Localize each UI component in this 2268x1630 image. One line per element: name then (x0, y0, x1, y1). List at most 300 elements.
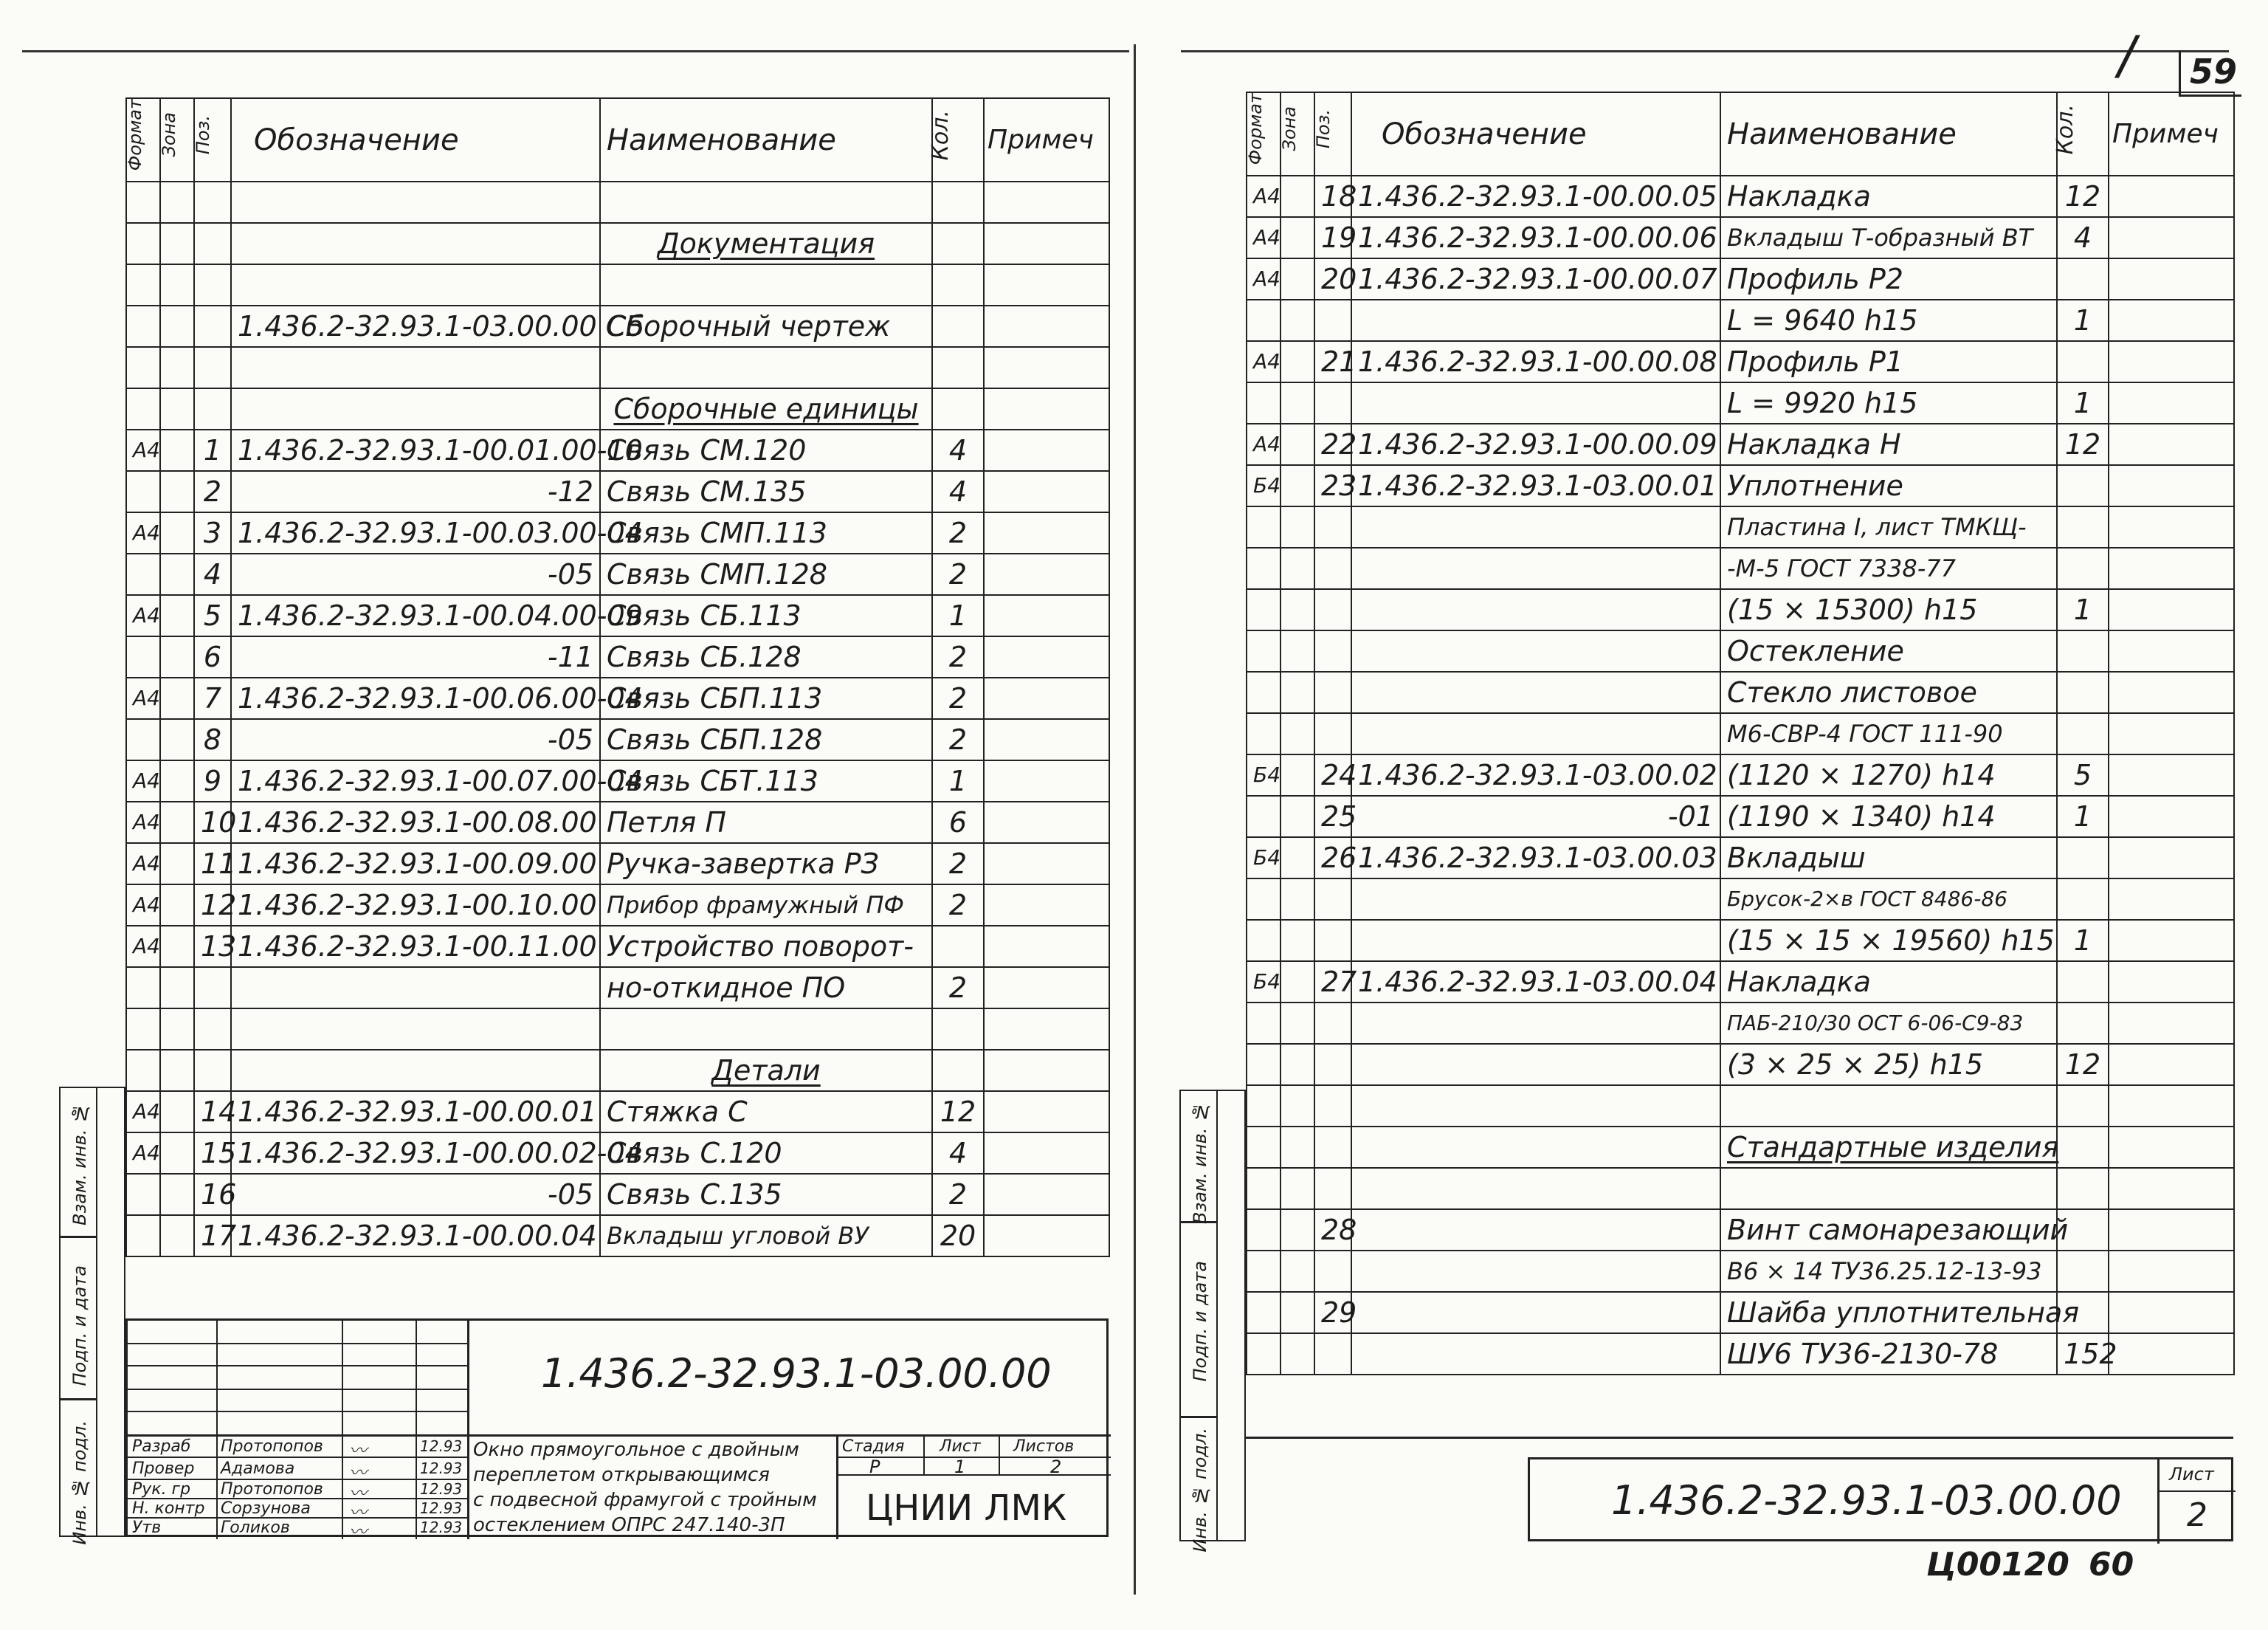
right-qty-cell: 1 (2057, 300, 2109, 341)
left-row (126, 388, 1109, 430)
left-note-cell (984, 1215, 1109, 1256)
left-note-cell (984, 1174, 1109, 1215)
right-row (1247, 1044, 2234, 1085)
right-format-cell (1247, 300, 1281, 341)
right-qty-cell (2057, 837, 2109, 878)
right-name-cell: Остекление (1720, 630, 2057, 672)
right-format-cell: Б4 (1247, 961, 1281, 1003)
right-designation-cell: -01 (1351, 796, 1720, 837)
left-note-cell (984, 430, 1109, 471)
left-header-pos: Поз. (194, 98, 231, 182)
right-format-cell (1247, 1251, 1281, 1292)
right-designation-cell (1351, 506, 1720, 548)
right-note-cell (2109, 1251, 2234, 1292)
left-note-cell (984, 678, 1109, 719)
right-designation-cell: 1.436.2-32.93.1-00.00.06 (1351, 217, 1720, 258)
right-designation-cell (1351, 1209, 1720, 1251)
left-zone-cell (160, 430, 194, 471)
left-title-block (125, 1318, 1109, 1542)
right-pos-cell (1314, 1003, 1351, 1044)
left-designation-cell (231, 264, 600, 306)
right-format-cell (1247, 672, 1281, 713)
right-name-cell: L = 9920 h15 (1720, 382, 2057, 424)
left-note-cell (984, 264, 1109, 306)
right-note-cell (2109, 1003, 2234, 1044)
right-name-cell: (1120 × 1270) h14 (1720, 754, 2057, 796)
right-name-cell: Вкладыш Т-образный ВТ (1720, 217, 2057, 258)
left-designation-cell: -12 (231, 471, 600, 512)
left-sheets: 2 (1050, 1457, 1062, 1477)
right-name-cell: Стекло листовое (1720, 672, 2057, 713)
left-format-cell (126, 1008, 160, 1050)
right-row (1247, 382, 2234, 424)
left-qty-cell (932, 1050, 984, 1091)
left-qty-cell: 4 (932, 471, 984, 512)
right-name-cell: В6 × 14 ТУ36.25.12-13-93 (1720, 1251, 2057, 1292)
left-note-cell (984, 1132, 1109, 1174)
right-name-cell: М6-СВР-4 ГОСТ 111-90 (1720, 713, 2057, 754)
right-pos-cell (1314, 1251, 1351, 1292)
right-format-cell (1247, 382, 1281, 424)
left-name-cell: Связь СБ.113 (600, 595, 932, 636)
left-zone-cell (160, 554, 194, 595)
right-zone-cell (1281, 837, 1314, 878)
left-row (126, 760, 1109, 802)
right-qty-cell (2057, 672, 2109, 713)
left-header-qty: Кол. (932, 98, 984, 182)
right-row (1247, 754, 2234, 796)
left-side-stamp (59, 1087, 97, 1545)
right-designation-cell (1351, 713, 1720, 754)
right-row (1247, 630, 2234, 672)
right-note-cell (2109, 341, 2234, 382)
right-note-cell (2109, 754, 2234, 796)
left-name-cell: Связь С.135 (600, 1174, 932, 1215)
top-rule-left (22, 50, 1129, 52)
right-zone-cell (1281, 1251, 1314, 1292)
left-designation-cell: -05 (231, 1174, 600, 1215)
left-signature-5: 〰 (349, 1521, 367, 1542)
right-qty-cell: 1 (2057, 589, 2109, 630)
right-pos-cell (1314, 920, 1351, 961)
right-zone-cell (1281, 548, 1314, 589)
right-qty-cell (2057, 713, 2109, 754)
left-qty-cell (932, 223, 984, 264)
right-note-cell (2109, 1127, 2234, 1168)
right-pos-cell: 24 (1314, 754, 1351, 796)
left-desc-1: Окно прямоугольное с двойным (473, 1439, 799, 1461)
left-row (126, 1050, 1109, 1091)
right-note-cell (2109, 878, 2234, 920)
right-zone-cell (1281, 1168, 1314, 1209)
right-note-cell (2109, 217, 2234, 258)
right-pos-cell: 29 (1314, 1292, 1351, 1333)
left-pos-cell (194, 264, 231, 306)
right-designation-cell (1351, 589, 1720, 630)
left-note-cell (984, 554, 1109, 595)
left-desc-3: с подвесной фрамугой с тройным (473, 1489, 817, 1511)
right-row (1247, 1251, 2234, 1292)
left-format-cell: А4 (126, 430, 160, 471)
left-name-cell: Связь СМ.135 (600, 471, 932, 512)
left-note-cell (984, 636, 1109, 678)
right-designation-cell (1351, 630, 1720, 672)
left-format-cell: А4 (126, 1132, 160, 1174)
left-zone-cell (160, 719, 194, 760)
right-name-cell: L = 9640 h15 (1720, 300, 2057, 341)
right-note-cell (2109, 920, 2234, 961)
left-name-cell: Детали (600, 1050, 932, 1091)
left-name-cell: Связь СБП.128 (600, 719, 932, 760)
right-header-note: Примеч (2109, 92, 2234, 176)
right-designation-cell (1351, 1085, 1720, 1127)
right-row (1247, 713, 2234, 754)
left-name-cell (600, 182, 932, 223)
left-zone-cell (160, 802, 194, 843)
left-format-cell: А4 (126, 843, 160, 884)
right-pos-cell: 26 (1314, 837, 1351, 878)
right-row (1247, 961, 2234, 1003)
right-pos-cell: 21 (1314, 341, 1351, 382)
left-date-4: 12.93 (420, 1499, 463, 1517)
right-qty-cell (2057, 878, 2109, 920)
right-format-cell: А4 (1247, 424, 1281, 465)
left-zone-cell (160, 223, 194, 264)
right-note-cell (2109, 1292, 2234, 1333)
right-header-name: Наименование (1720, 92, 2057, 176)
left-side-stamp-1: Взам. инв. № (69, 1103, 90, 1225)
left-designation-cell: 1.436.2-32.93.1-00.07.00-04 (231, 760, 600, 802)
left-name-cell: Устройство поворот- (600, 926, 932, 967)
right-qty-cell: 1 (2057, 920, 2109, 961)
right-designation-cell: 1.436.2-32.93.1-03.00.03 (1351, 837, 1720, 878)
right-note-cell (2109, 1085, 2234, 1127)
right-note-cell (2109, 672, 2234, 713)
right-zone-cell (1281, 589, 1314, 630)
left-pos-cell (194, 1008, 231, 1050)
right-format-cell (1247, 506, 1281, 548)
right-pos-cell (1314, 713, 1351, 754)
left-pos-cell: 2 (194, 471, 231, 512)
left-format-cell (126, 636, 160, 678)
left-designation-cell: 1.436.2-32.93.1-00.08.00 (231, 802, 600, 843)
left-row (126, 471, 1109, 512)
right-designation-cell: 1.436.2-32.93.1-00.00.07 (1351, 258, 1720, 300)
right-pos-cell: 20 (1314, 258, 1351, 300)
top-mark: / (2118, 25, 2136, 86)
right-pos-cell: 23 (1314, 465, 1351, 506)
left-row (126, 182, 1109, 223)
left-format-cell (126, 1215, 160, 1256)
right-name-cell: Брусок-2×в ГОСТ 8486-86 (1720, 878, 2057, 920)
right-format-cell (1247, 630, 1281, 672)
right-zone-cell (1281, 382, 1314, 424)
left-qty-cell (932, 388, 984, 430)
left-pos-cell: 9 (194, 760, 231, 802)
left-pos-cell: 17 (194, 1215, 231, 1256)
left-header-designation: Обозначение (231, 98, 600, 182)
right-format-cell: А4 (1247, 176, 1281, 217)
left-name-cell (600, 1008, 932, 1050)
left-qty-cell: 2 (932, 967, 984, 1008)
left-designation-cell (231, 223, 600, 264)
left-qty-cell: 1 (932, 595, 984, 636)
left-note-cell (984, 719, 1109, 760)
left-row (126, 926, 1109, 967)
left-zone-cell (160, 884, 194, 926)
left-note-cell (984, 802, 1109, 843)
right-zone-cell (1281, 1209, 1314, 1251)
left-row (126, 1091, 1109, 1132)
right-designation-cell (1351, 1251, 1720, 1292)
right-row (1247, 589, 2234, 630)
left-name-cell: Связь СМП.113 (600, 512, 932, 554)
left-note-cell (984, 760, 1109, 802)
right-side-stamp-3: Инв. № подл. (1190, 1428, 1210, 1552)
right-designation-cell (1351, 300, 1720, 341)
left-header-note: Примеч (984, 98, 1109, 182)
right-pos-cell: 27 (1314, 961, 1351, 1003)
right-designation-cell (1351, 1333, 1720, 1375)
left-designation-cell: 1.436.2-32.93.1-00.03.00-04 (231, 512, 600, 554)
right-qty-cell: 5 (2057, 754, 2109, 796)
left-qty-cell: 2 (932, 884, 984, 926)
left-pos-cell (194, 347, 231, 388)
left-designation-cell: -11 (231, 636, 600, 678)
right-format-cell (1247, 713, 1281, 754)
left-note-cell (984, 1091, 1109, 1132)
left-pos-cell: 8 (194, 719, 231, 760)
right-qty-cell (2057, 341, 2109, 382)
left-pos-cell: 6 (194, 636, 231, 678)
left-zone-cell (160, 1008, 194, 1050)
left-sheet-label: Лист (940, 1437, 981, 1456)
left-header-row (126, 98, 1109, 182)
right-designation-cell (1351, 920, 1720, 961)
right-name-cell: Стандартные изделия (1720, 1127, 2057, 1168)
left-note-cell (984, 347, 1109, 388)
left-desc-4: остеклением ОПРС 247.140-3П (473, 1514, 785, 1536)
right-format-cell (1247, 1085, 1281, 1127)
top-rule-right (1181, 50, 2229, 52)
left-zone-cell (160, 347, 194, 388)
right-qty-cell: 12 (2057, 176, 2109, 217)
right-name-cell: -М-5 ГОСТ 7338-77 (1720, 548, 2057, 589)
right-note-cell (2109, 837, 2234, 878)
left-zone-cell (160, 1132, 194, 1174)
left-name-cell (600, 264, 932, 306)
right-designation-cell: 1.436.2-32.93.1-03.00.02 (1351, 754, 1720, 796)
right-note-cell (2109, 176, 2234, 217)
right-designation-cell (1351, 1292, 1720, 1333)
right-qty-cell: 152 (2057, 1333, 2109, 1375)
left-designation-cell (231, 182, 600, 223)
right-pos-cell (1314, 1127, 1351, 1168)
right-format-cell: А4 (1247, 341, 1281, 382)
right-name-cell (1720, 1168, 2057, 1209)
right-format-cell (1247, 878, 1281, 920)
right-format-cell (1247, 1209, 1281, 1251)
left-row (126, 347, 1109, 388)
right-designation-cell (1351, 382, 1720, 424)
right-row (1247, 920, 2234, 961)
left-pos-cell: 4 (194, 554, 231, 595)
left-stage-label: Стадия (842, 1437, 905, 1456)
left-designation-cell: 1.436.2-32.93.1-00.04.00-09 (231, 595, 600, 636)
right-pos-cell (1314, 630, 1351, 672)
left-spec-table (125, 97, 1110, 1257)
left-name-cell: Связь СБП.113 (600, 678, 932, 719)
left-note-cell (984, 884, 1109, 926)
right-note-cell (2109, 506, 2234, 548)
left-row (126, 719, 1109, 760)
right-name-cell: (1190 × 1340) h14 (1720, 796, 2057, 837)
right-note-cell (2109, 796, 2234, 837)
right-name-cell: Винт самонарезающий (1720, 1209, 2057, 1251)
left-note-cell (984, 1050, 1109, 1091)
right-pos-cell: 22 (1314, 424, 1351, 465)
right-qty-cell (2057, 465, 2109, 506)
right-format-cell: Б4 (1247, 754, 1281, 796)
sheet-number: 59 (2190, 52, 2238, 92)
left-format-cell (126, 967, 160, 1008)
right-format-cell (1247, 1292, 1281, 1333)
left-stage: Р (869, 1457, 880, 1477)
right-header-row (1247, 92, 2234, 176)
left-qty-cell: 2 (932, 636, 984, 678)
right-qty-cell (2057, 1085, 2109, 1127)
right-row (1247, 1127, 2234, 1168)
sheet-number-box (2179, 50, 2241, 97)
right-qty-cell (2057, 1127, 2109, 1168)
right-row (1247, 465, 2234, 506)
right-format-cell (1247, 1127, 1281, 1168)
left-name-cell: Ручка-завертка РЗ (600, 843, 932, 884)
right-format-cell: Б4 (1247, 837, 1281, 878)
left-format-cell: А4 (126, 760, 160, 802)
right-format-cell (1247, 548, 1281, 589)
bottom-number: 60 (2089, 1546, 2134, 1583)
left-note-cell (984, 843, 1109, 884)
left-row (126, 843, 1109, 884)
left-note-cell (984, 595, 1109, 636)
right-format-cell (1247, 920, 1281, 961)
right-pos-cell (1314, 589, 1351, 630)
right-format-cell (1247, 796, 1281, 837)
right-row (1247, 548, 2234, 589)
right-format-cell (1247, 589, 1281, 630)
left-row (126, 264, 1109, 306)
left-note-cell (984, 512, 1109, 554)
left-note-cell (984, 471, 1109, 512)
right-pos-cell (1314, 1085, 1351, 1127)
left-date-3: 12.93 (420, 1480, 463, 1498)
left-zone-cell (160, 926, 194, 967)
right-pos-cell: 18 (1314, 176, 1351, 217)
right-zone-cell (1281, 341, 1314, 382)
right-designation-cell (1351, 548, 1720, 589)
right-row (1247, 506, 2234, 548)
left-zone-cell (160, 636, 194, 678)
right-name-cell: Накладка (1720, 961, 2057, 1003)
right-zone-cell (1281, 754, 1314, 796)
left-zone-cell (160, 306, 194, 347)
right-row (1247, 258, 2234, 300)
left-name-cell: Связь СБ.128 (600, 636, 932, 678)
left-format-cell: А4 (126, 512, 160, 554)
left-row (126, 595, 1109, 636)
left-signature-1: 〰 (349, 1440, 367, 1461)
left-format-cell (126, 182, 160, 223)
left-name-cell: Стяжка С (600, 1091, 932, 1132)
left-name-cell: Связь С.120 (600, 1132, 932, 1174)
left-row (126, 884, 1109, 926)
right-designation-cell (1351, 1044, 1720, 1085)
left-designation-cell (231, 388, 600, 430)
right-row (1247, 1003, 2234, 1044)
left-pos-cell: 13 (194, 926, 231, 967)
left-zone-cell (160, 264, 194, 306)
left-signature-2: 〰 (349, 1462, 367, 1483)
right-row (1247, 837, 2234, 878)
right-format-cell (1247, 1044, 1281, 1085)
right-pos-cell (1314, 1333, 1351, 1375)
left-format-cell (126, 554, 160, 595)
right-pos-cell: 25 (1314, 796, 1351, 837)
left-role-2: Провер (132, 1459, 195, 1478)
left-pos-cell: 5 (194, 595, 231, 636)
left-designation-cell: 1.436.2-32.93.1-00.00.01 (231, 1091, 600, 1132)
left-format-cell (126, 1174, 160, 1215)
left-format-cell (126, 264, 160, 306)
right-pos-cell (1314, 672, 1351, 713)
left-pos-cell: 15 (194, 1132, 231, 1174)
left-designation-cell: 1.436.2-32.93.1-00.10.00 (231, 884, 600, 926)
left-qty-cell (932, 347, 984, 388)
left-name-4: Сорзунова (221, 1499, 311, 1518)
left-designation-cell: 1.436.2-32.93.1-00.00.02-04 (231, 1132, 600, 1174)
left-zone-cell (160, 1174, 194, 1215)
left-sheets-label: Листов (1013, 1437, 1075, 1456)
left-desc-2: переплетом открывающимся (473, 1464, 770, 1486)
left-zone-cell (160, 843, 194, 884)
right-name-cell: ПАБ-210/30 ОСТ 6-06-С9-83 (1720, 1003, 2057, 1044)
right-qty-cell: 4 (2057, 217, 2109, 258)
left-pos-cell: 7 (194, 678, 231, 719)
left-name-cell: Сборочный чертеж (600, 306, 932, 347)
right-note-cell (2109, 424, 2234, 465)
left-format-cell: А4 (126, 802, 160, 843)
left-format-cell (126, 1050, 160, 1091)
left-row (126, 678, 1109, 719)
left-name-5: Голиков (221, 1519, 290, 1537)
right-note-cell (2109, 382, 2234, 424)
left-zone-cell (160, 967, 194, 1008)
right-title-rule (1246, 1437, 2233, 1439)
right-format-cell (1247, 1333, 1281, 1375)
left-format-cell (126, 347, 160, 388)
left-name-cell: Петля П (600, 802, 932, 843)
left-qty-cell: 2 (932, 843, 984, 884)
right-name-cell: Профиль Р1 (1720, 341, 2057, 382)
right-qty-cell: 12 (2057, 424, 2109, 465)
right-format-cell (1247, 1168, 1281, 1209)
left-qty-cell: 4 (932, 1132, 984, 1174)
left-row (126, 802, 1109, 843)
left-name-1: Протопопов (221, 1437, 323, 1456)
right-designation-cell: 1.436.2-32.93.1-03.00.04 (1351, 961, 1720, 1003)
right-header-zone: Зона (1281, 92, 1314, 176)
